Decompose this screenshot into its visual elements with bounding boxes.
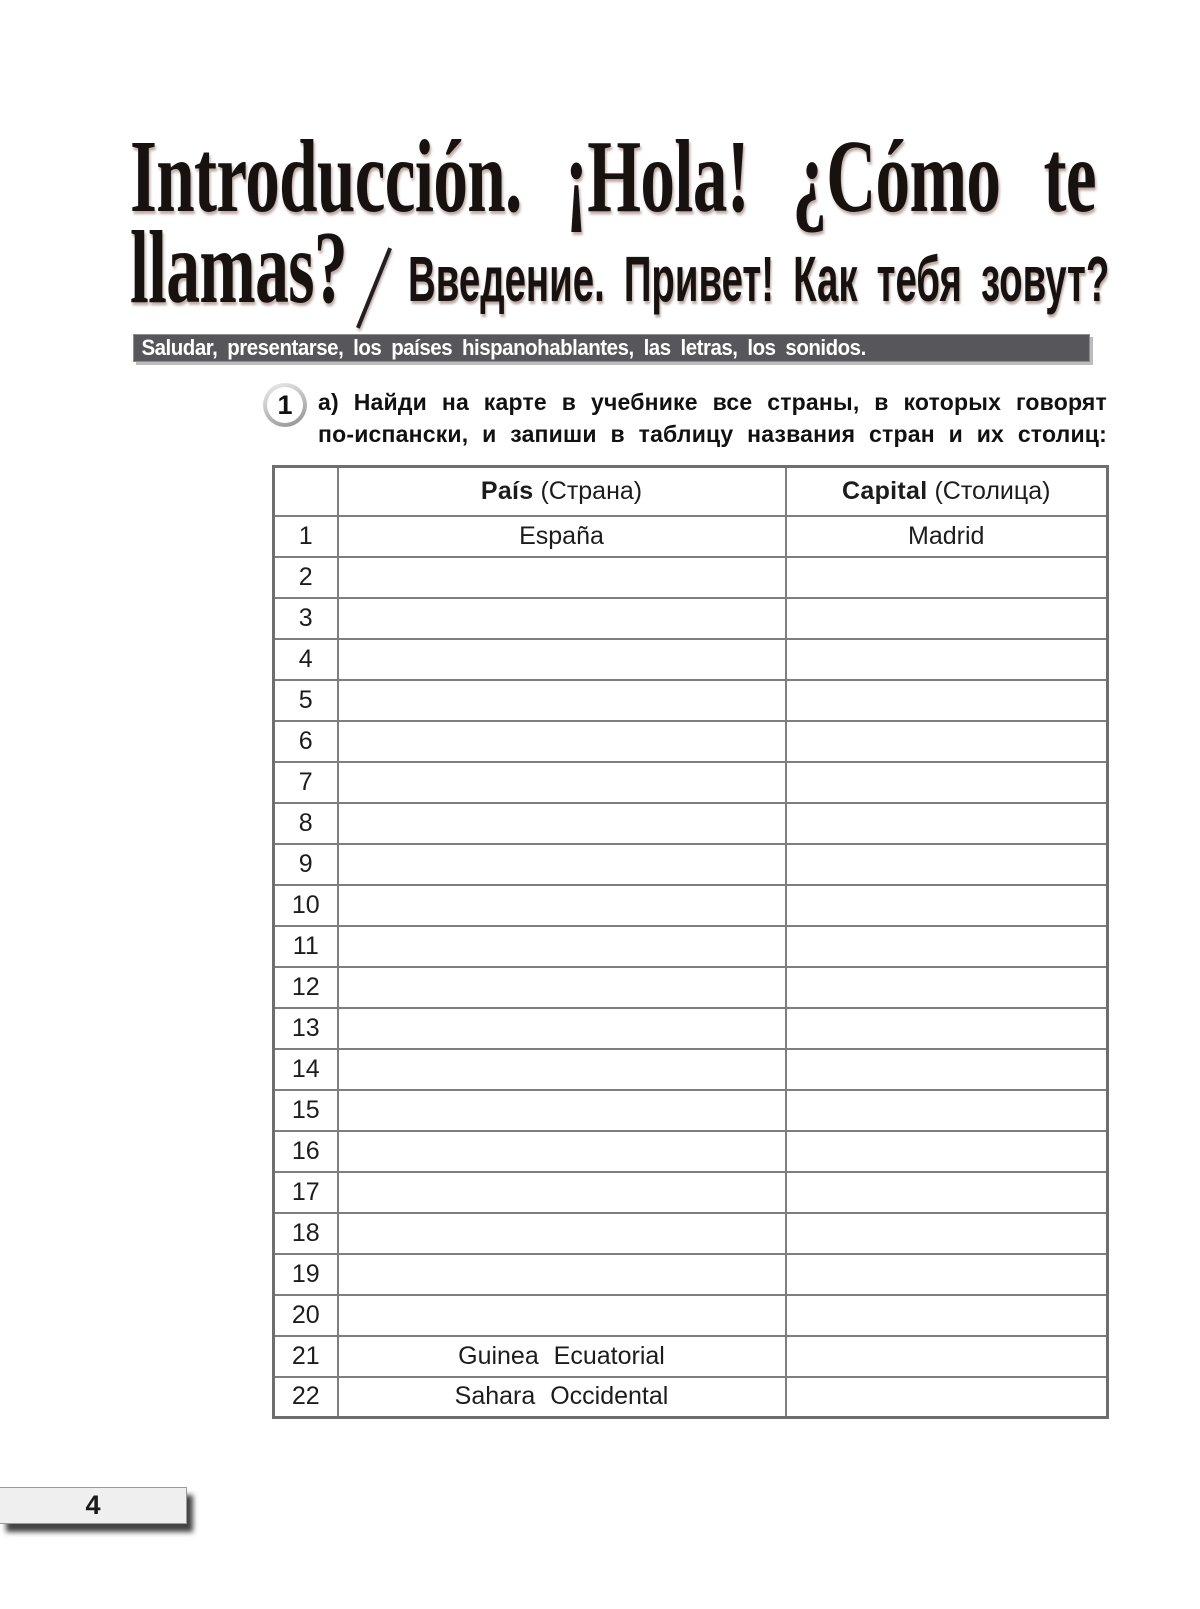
capital-cell[interactable] xyxy=(786,1295,1108,1336)
row-number-cell: 22 xyxy=(274,1377,338,1418)
country-cell[interactable] xyxy=(338,598,786,639)
table-row xyxy=(274,803,1108,844)
row-number-cell: 8 xyxy=(274,803,338,844)
country-cell[interactable] xyxy=(338,1131,786,1172)
capital-cell[interactable] xyxy=(786,762,1108,803)
exercise-number: 1 xyxy=(267,387,303,423)
header-cell-capital xyxy=(786,467,1108,516)
table-row xyxy=(274,885,1108,926)
capital-cell[interactable] xyxy=(786,967,1108,1008)
country-column-label: País xyxy=(480,476,534,505)
capital-column-note: (Столица) xyxy=(934,476,1051,505)
capital-cell[interactable] xyxy=(786,557,1108,598)
country-table-body xyxy=(274,516,1108,1418)
row-number-cell: 11 xyxy=(274,926,338,967)
table-row xyxy=(274,844,1108,885)
table-row xyxy=(274,926,1108,967)
page-title-spanish-line2: llamas? xyxy=(130,210,348,325)
capital-cell[interactable] xyxy=(786,844,1108,885)
capital-cell[interactable] xyxy=(786,639,1108,680)
header-cell-country xyxy=(338,467,786,516)
country-cell[interactable] xyxy=(338,844,786,885)
row-number-cell: 6 xyxy=(274,721,338,762)
row-number-cell: 15 xyxy=(274,1090,338,1131)
capital-cell[interactable] xyxy=(786,1213,1108,1254)
topic-banner-text: Saludar, presentarse, los países hispanohablantes, las letras, los sonidos. xyxy=(141,335,866,360)
country-cell[interactable] xyxy=(338,803,786,844)
capital-cell[interactable] xyxy=(786,1131,1108,1172)
capital-cell[interactable] xyxy=(786,721,1108,762)
row-number-cell: 9 xyxy=(274,844,338,885)
capital-cell[interactable] xyxy=(786,1377,1108,1418)
title-slash-divider xyxy=(356,247,392,328)
capital-cell[interactable] xyxy=(786,803,1108,844)
capital-cell[interactable] xyxy=(786,1008,1108,1049)
capital-cell[interactable] xyxy=(786,1049,1108,1090)
capital-cell[interactable] xyxy=(786,926,1108,967)
instruction-line-1: а) Найди на карте в учебнике все страны, в которых говорят xyxy=(318,389,1107,415)
row-number-cell: 20 xyxy=(274,1295,338,1336)
table-row xyxy=(274,1213,1108,1254)
country-cell[interactable] xyxy=(338,762,786,803)
table-row xyxy=(274,1049,1108,1090)
row-number-cell: 18 xyxy=(274,1213,338,1254)
country-cell[interactable] xyxy=(338,1090,786,1131)
country-cell[interactable] xyxy=(338,1008,786,1049)
row-number-cell: 16 xyxy=(274,1131,338,1172)
page-number: 4 xyxy=(85,1490,101,1520)
table-row xyxy=(274,1254,1108,1295)
table-row xyxy=(274,1008,1108,1049)
row-number-cell: 2 xyxy=(274,557,338,598)
country-cell[interactable] xyxy=(338,1213,786,1254)
capital-cell[interactable] xyxy=(786,1090,1108,1131)
country-column-note: (Страна) xyxy=(540,476,643,505)
table-row xyxy=(274,721,1108,762)
capital-cell[interactable] xyxy=(786,1254,1108,1295)
country-cell[interactable] xyxy=(338,639,786,680)
row-number-cell: 4 xyxy=(274,639,338,680)
capital-column-label: Capital xyxy=(842,476,928,505)
table-row xyxy=(274,1090,1108,1131)
table-row xyxy=(274,1377,1108,1418)
row-number-cell: 13 xyxy=(274,1008,338,1049)
exercise-instruction xyxy=(318,386,1107,450)
country-cell[interactable] xyxy=(338,1049,786,1090)
table-row xyxy=(274,1131,1108,1172)
table-row xyxy=(274,598,1108,639)
country-cell[interactable] xyxy=(338,926,786,967)
country-cell: Sahara Occidental xyxy=(338,1377,786,1418)
country-cell[interactable] xyxy=(338,885,786,926)
header-cell-number xyxy=(274,467,338,516)
country-cell[interactable] xyxy=(338,557,786,598)
country-cell[interactable] xyxy=(338,1172,786,1213)
row-number-cell: 14 xyxy=(274,1049,338,1090)
exercise-number-badge xyxy=(263,383,307,427)
table-row xyxy=(274,1336,1108,1377)
countries-capitals-table xyxy=(272,465,1109,1419)
instruction-line-2: по-испански, и запиши в таблицу названия стран и их столиц: xyxy=(318,421,1107,447)
row-number-cell: 17 xyxy=(274,1172,338,1213)
row-number-cell: 3 xyxy=(274,598,338,639)
table-row xyxy=(274,557,1108,598)
row-number-cell: 12 xyxy=(274,967,338,1008)
country-cell: Guinea Ecuatorial xyxy=(338,1336,786,1377)
capital-cell: Madrid xyxy=(786,516,1108,557)
row-number-cell: 7 xyxy=(274,762,338,803)
table-row xyxy=(274,967,1108,1008)
row-number-cell: 1 xyxy=(274,516,338,557)
table-row xyxy=(274,516,1108,557)
country-cell[interactable] xyxy=(338,680,786,721)
row-number-cell: 5 xyxy=(274,680,338,721)
row-number-cell: 19 xyxy=(274,1254,338,1295)
capital-cell[interactable] xyxy=(786,598,1108,639)
capital-cell[interactable] xyxy=(786,1336,1108,1377)
table-row xyxy=(274,680,1108,721)
row-number-cell: 10 xyxy=(274,885,338,926)
table-row xyxy=(274,1172,1108,1213)
page-number-box xyxy=(0,1487,187,1524)
row-number-cell: 21 xyxy=(274,1336,338,1377)
table-row xyxy=(274,762,1108,803)
country-cell[interactable] xyxy=(338,1295,786,1336)
country-cell[interactable] xyxy=(338,967,786,1008)
country-cell[interactable] xyxy=(338,721,786,762)
table-row xyxy=(274,639,1108,680)
table-header-row xyxy=(274,467,1108,516)
capital-cell[interactable] xyxy=(786,885,1108,926)
page-title-russian: Введение. Привет! Как тебя зовут? xyxy=(408,243,1110,315)
capital-cell[interactable] xyxy=(786,680,1108,721)
page-title-spanish-line1: Introducción. ¡Hola! ¿Cómo te xyxy=(130,119,1096,234)
country-cell[interactable] xyxy=(338,1254,786,1295)
capital-cell[interactable] xyxy=(786,1172,1108,1213)
table-row xyxy=(274,1295,1108,1336)
country-cell: España xyxy=(338,516,786,557)
topic-banner xyxy=(133,334,1090,362)
